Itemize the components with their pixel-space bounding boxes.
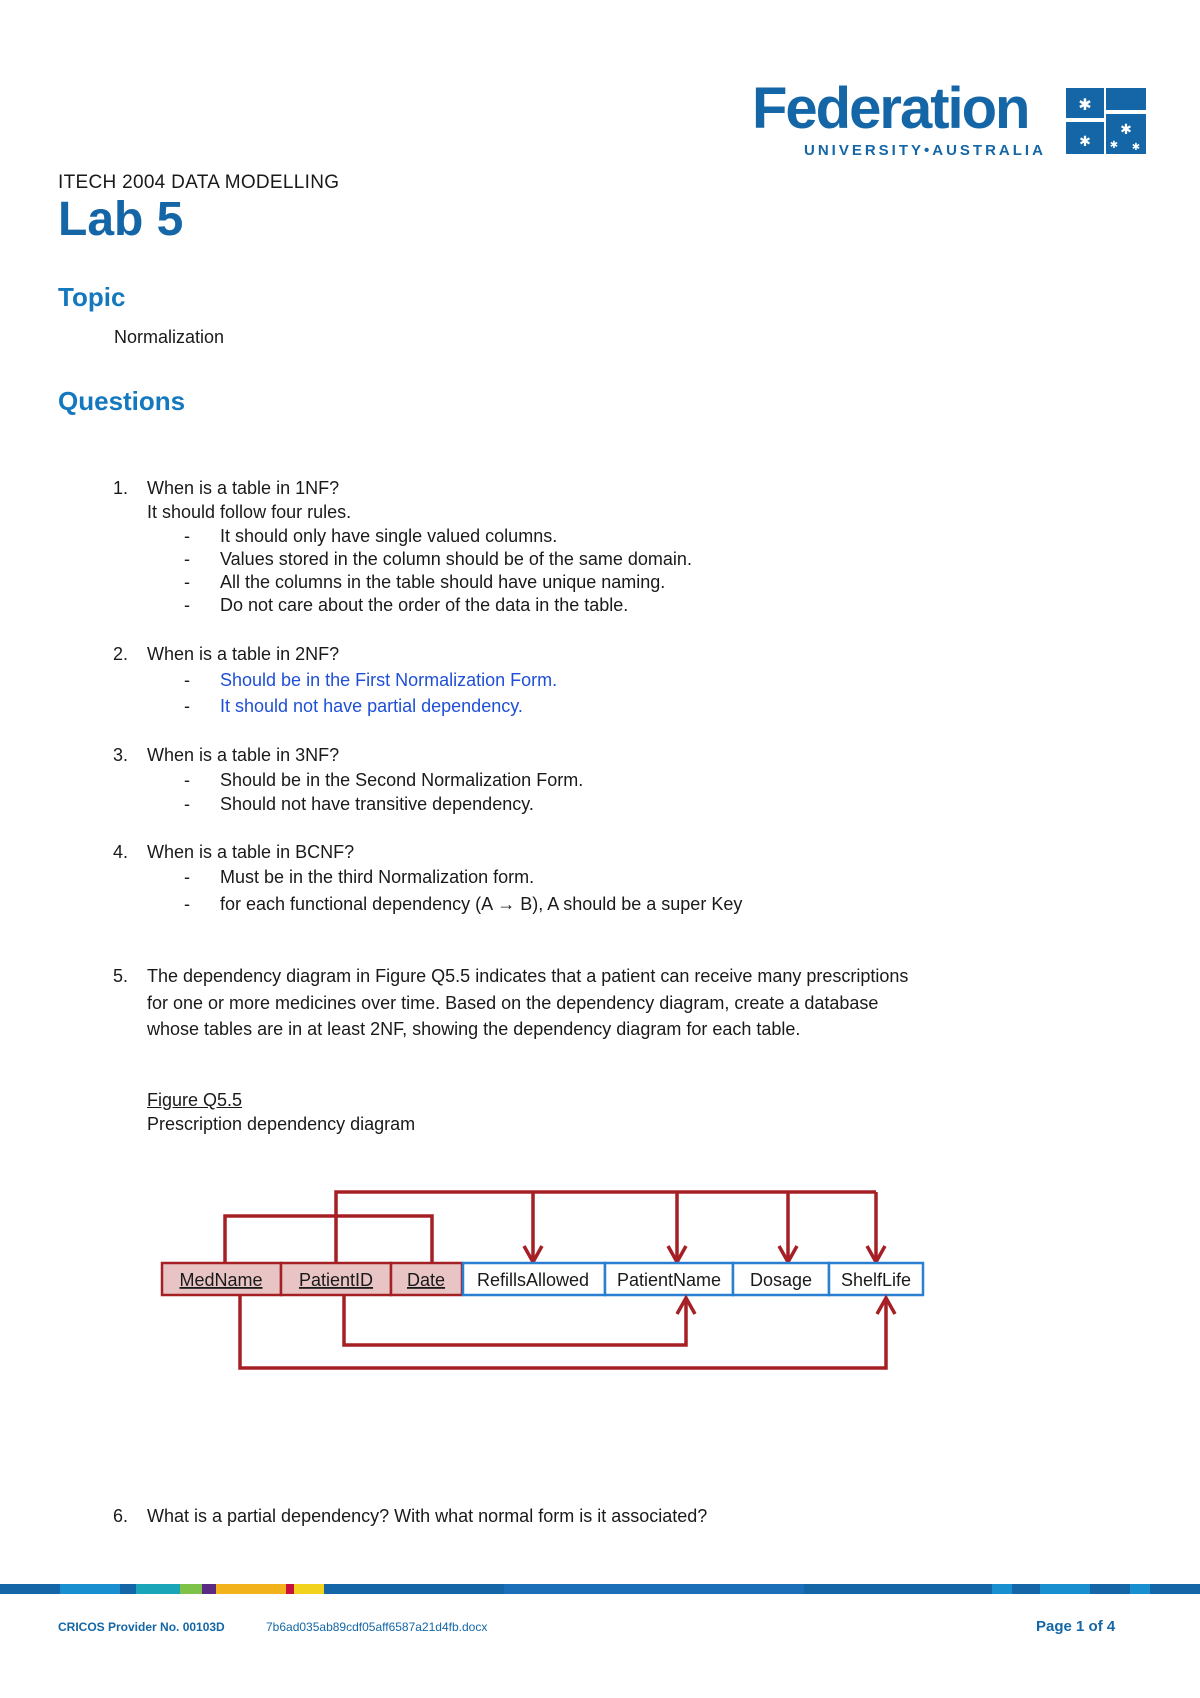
question-1-sub: It should follow four rules. [147, 502, 352, 522]
attr-patientid: PatientID [298, 1270, 374, 1290]
footer-page-number: Page 1 of 4 [1036, 1618, 1116, 1635]
partial-dep-patientid [344, 1296, 686, 1345]
question-number: 1. [112, 478, 128, 498]
question-number: 4. [112, 842, 128, 862]
attr-dosage: Dosage [749, 1270, 813, 1290]
attr-patientname: PatientName [616, 1270, 722, 1290]
bullet-text: for each functional dependency (A → B), A should be a super Key [220, 894, 743, 914]
arrowheads-down [524, 1246, 885, 1262]
svg-text:✱: ✱ [1131, 142, 1141, 153]
bullet-text: It should not have partial dependency. [220, 696, 523, 716]
svg-text:✱: ✱ [1079, 134, 1091, 150]
question-number: 6. [112, 1506, 128, 1526]
bullet-text: Values stored in the column should be of the same domain. [220, 549, 692, 569]
question-number: 3. [112, 745, 128, 765]
attr-refillsallowed: RefillsAllowed [476, 1270, 590, 1290]
bullet-text: Should be in the Second Normalization Form. [220, 770, 584, 790]
dependency-diagram [0, 1180, 1200, 1380]
course-title: ITECH 2004 DATA MODELLING [58, 172, 340, 193]
question-number: 2. [112, 644, 128, 664]
logo [752, 76, 1046, 159]
figure-label: Figure Q5.5 [147, 1090, 243, 1110]
logo-subtitle: UNIVERSITY•AUSTRALIA [804, 142, 1046, 159]
attr-shelflife: ShelfLife [840, 1270, 912, 1290]
question-text: When is a table in 2NF? [147, 644, 340, 664]
question-5-line: whose tables are in at least 2NF, showing the dependency diagram for each table. [147, 1019, 801, 1039]
bullet-text: All the columns in the table should have unique naming. [220, 572, 666, 592]
arrowheads-up [677, 1298, 895, 1314]
attr-date: Date [406, 1270, 446, 1290]
dependency-arrows-top [225, 1192, 876, 1262]
bullet-text: Must be in the third Normalization form. [220, 867, 535, 887]
logo-wordmark: Federation [752, 76, 1029, 141]
question-text: The dependency diagram in Figure Q5.5 indicates that a patient can receive many prescriptions [147, 966, 909, 986]
footer-color-bar [0, 1584, 1200, 1594]
dependency-arrows-bottom [240, 1296, 886, 1368]
topic-text: Normalization [114, 327, 225, 347]
bullet-text: Should not have transitive dependency. [220, 794, 534, 814]
question-text: When is a table in 1NF? [147, 478, 340, 498]
full-key-bracket [225, 1216, 432, 1262]
bullet-text: Do not care about the order of the data in the table. [220, 595, 629, 615]
bullet-text: It should only have single valued columns. [220, 526, 558, 546]
question-text: When is a table in 3NF? [147, 745, 340, 765]
lab-title: Lab 5 [58, 193, 184, 246]
svg-text:✱: ✱ [1078, 95, 1092, 114]
attr-medname: MedName [179, 1270, 263, 1290]
question-number: 5. [112, 966, 128, 986]
svg-text:✱: ✱ [1120, 122, 1132, 138]
footer-cricos: CRICOS Provider No. 00103D [58, 1620, 225, 1634]
question-5-line: for one or more medicines over time. Based on the dependency diagram, create a database [147, 993, 879, 1013]
figure-caption: Prescription dependency diagram [147, 1114, 416, 1134]
flag-icon [1066, 88, 1146, 156]
questions-heading: Questions [58, 386, 186, 416]
footer-filename: 7b6ad035ab89cdf05aff6587a21d4fb.docx [266, 1620, 488, 1634]
question-text: What is a partial dependency? With what normal form is it associated? [147, 1506, 708, 1526]
bullet-text: Should be in the First Normalization Form. [220, 670, 558, 690]
question-text: When is a table in BCNF? [147, 842, 355, 862]
svg-text:✱: ✱ [1109, 140, 1119, 151]
topic-heading: Topic [58, 282, 126, 312]
partial-dep-medname [240, 1296, 886, 1368]
